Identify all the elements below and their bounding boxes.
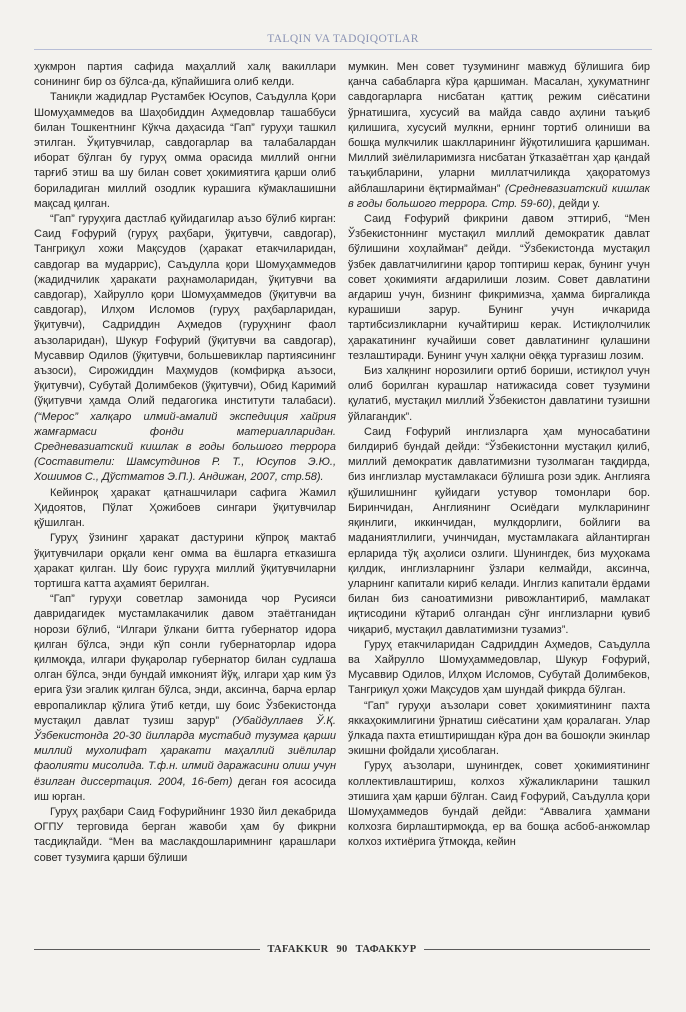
paragraph bbox=[348, 60, 650, 212]
article-body bbox=[34, 60, 650, 940]
paragraph-text: ҳукмрон партия сафида маҳаллий халқ вакиллари сонининг бир оз бўлса-да, кўпайишига олиб келди. bbox=[34, 61, 336, 89]
footer-journal-latin: TAFAKKUR bbox=[267, 943, 329, 955]
paragraph-text: “Гап” гуруҳи аъзолари совет ҳокимиятининг пахта яккаҳокимлигини ўрнатиш сиёсатини ҳам қоралаган. Улар ўлкада пахта етиштиришдан кўра дон ва бошоқли экинлар экишни фойдали ҳисоблаган. bbox=[348, 699, 650, 758]
citation-text: (Средневазиатский кишлак в годы большого террора. Стр. 59-60) bbox=[348, 182, 650, 210]
paragraph-text: Саид Ғофурий инглизларга ҳам муносабатини билдириб бундай дейди: “Ўзбекистонни мустақил қилиб, миллий демократик давлатимизни тузолмаган тақдирда, биз инглизлар мустамлакаси бўлишга рози эдик. Англияга қўшилишнинг қуйидаги устувор томонлари бор. Биринчидан, Англиянинг Осиёдаги мулкларининг яқинлиги, иккинчидан, мулкдорлиги, бойлиги ва маданиятлилиги, учинчидан, мустамлакага айлантирган ерларида тўқ аҳолиси озлиги. Шунингдек, биз муҳокама қилдик, инглизларнинг ўзлари келмайди, аксинча, уларнинг капитали кириб келади. Инглиз капитали ёрдами билан биз саноатимизни ривожлантириб, мамлакат иқтисодини кўтариб олгандан сўнг инглизларни қувиб чиқариб, мустақил давлатимизни тузамиз”. bbox=[348, 425, 650, 636]
footer-journal-cyrillic: ТАФАККУР bbox=[355, 943, 417, 955]
paragraph-text: Гуруҳ ўзининг ҳаракат дастурини кўпроқ мактаб ўқитувчилари орқали кенг омма ва ёшларга етказишга ҳаракат қилган. Шу боис гуруҳга миллий ўқитувчиларни тортишга катта аҳамият берилган. bbox=[34, 532, 336, 590]
paragraph bbox=[34, 90, 336, 212]
paragraph-text: Биз халқнинг норозилиги ортиб бориши, истиқлол учун олиб борилган курашлар натижасида совет тузумини қулатиб, мустақил миллий Ўзбекистон давлатини тузишни ўйлагандик”. bbox=[348, 365, 650, 423]
page-number: 90 bbox=[336, 943, 348, 955]
paragraph bbox=[34, 531, 336, 592]
paragraph-text: Таниқли жадидлар Рустамбек Юсупов, Саъдулла Қори Шомуҳаммедов ва Шаҳобиддин Аҳмедовлар ташаббуси билан Тошкентнинг Кўкча даҳасида “Гап” гуруҳи ташкил этилган. Ўқитувчилар, савдогарлар ва талабалардан иборат бўлган бу гуруҳ омма орасида миллий онгни тарғиб этиш ва шу билан совет ҳокимиятига қарши олиб бориладиган миллий озодлик курашига кўмаклашишни мақсад қилган. bbox=[34, 91, 336, 210]
paragraph-text: мумкин. Мен совет тузумининг мавжуд бўлишига бир қанча сабабларга кўра қаршиман. Масалан, ҳукуматнинг савдогарларга нисбатан қаттиқ режим сиёсатини ўрнатишига, хусусий ва майда савдо аҳлини таъқиб қилишига, хусусий мулкни, ернинг тортиб олиниши ва бошқа мулкчилик шаклларининг йўқотилишига қаршиман. Миллий зиёлиларимизга нисбатан ўтказаётган ҳар қандай таъқибларини, уларни миллатчиликда ҳақоратомуз айблашларини ёқтирмайман” bbox=[348, 61, 650, 195]
paragraph-text: Гуруҳ етакчиларидан Садриддин Аҳмедов, Саъдулла ва Хайрулло Шомуҳаммедовлар, Шукур Ғофурий, Мусаввир Одилов, Илҳом Исломов, Субутай Долимбеков, Тангриқул ҳожи Мақсудов ҳам шундай фикрда бўлган. bbox=[348, 638, 650, 697]
paragraph bbox=[348, 699, 650, 760]
paragraph bbox=[34, 60, 336, 90]
paragraph bbox=[348, 759, 650, 850]
paragraph bbox=[34, 592, 336, 805]
left-column bbox=[34, 60, 336, 940]
header-title: TALQIN VA TADQIQOTLAR bbox=[267, 33, 419, 45]
paragraph bbox=[34, 805, 336, 866]
running-header bbox=[34, 33, 652, 53]
paragraph bbox=[348, 212, 650, 364]
paragraph-text: “Гап” гуруҳи советлар замонида чор Русияси давридагидек мустамлакачилик давом этаётганидан норози бўлиб, “Илгари ўлкани битта губернатор идора қилган бўлса, энди кўп сонли губернаторлар идора қилмоқда, илгари фуқаролар губернатор билан судлаша олган бўлса, энди бундай имконият йўқ, илгари ҳар ким ўз ерига ўзи эгалик қилган бўлса, энди, аксинча, барча ерлар европаликлар қўлига ўтиб кетди, шу боис Ўзбекистонда мустақил давлат тузиш зарур” bbox=[34, 593, 336, 727]
citation-text: (Убайдуллаев Ў.Қ. Ўзбекистонда 20-30 йилларда мустабид тузумга қарши миллий мухолифат ҳаракати маҳаллий зиёлилар фаолияти мисолида. Т.ф.н. илмий даражасини олиш учун ёзилган диссертация. 2004, 16-бет) bbox=[34, 714, 336, 788]
footer-rule-left bbox=[34, 949, 260, 950]
paragraph bbox=[348, 638, 650, 699]
paragraph-text: Гуруҳ аъзолари, шунингдек, совет ҳокимиятининг коллективлаштириш, колхоз хўжаликларини ташкил этишига ҳам қарши бўлган. Саид Ғофурий, Саъдулла қори Шомуҳаммедов бундай дейди: “Аввалига ҳаммани колхозга бирлаштирмоқда, ер ва бошқа асбоб-анжомлар колхоз ихтиёрига ўтмоқда, кейин bbox=[348, 760, 650, 849]
paragraph-text: деган ғоя асосида иш юрган. bbox=[34, 775, 336, 803]
header-rule bbox=[34, 49, 652, 50]
paragraph bbox=[34, 212, 336, 486]
paragraph-text: Гуруҳ раҳбари Саид Ғофурийнинг 1930 йил декабрида ОГПУ терговида берган жавоби ҳам бу фикрни тасдиқлайди. “Мен ва маслакдошларимнинг қарашлари совет тузумига қарши бўлиши bbox=[34, 805, 336, 864]
paragraph bbox=[348, 425, 650, 638]
paragraph-text: , дейди у. bbox=[552, 197, 601, 210]
paragraph bbox=[34, 486, 336, 532]
page-footer bbox=[34, 941, 650, 957]
paragraph-text: Саид Ғофурий фикрини давом эттириб, “Мен Ўзбекистоннинг мустақил миллий демократик давлат бўлишини хоҳлайман” дейди. “Ўзбекистонда мустақил ўзбек давлатчилигини қарор топтириш керак, бунинг учун совет ҳокимияти ағдарилиши лозим. Совет давлатини ағдариш учун, бизнинг фикримизча, ҳамма биргаликда курашиши зарур. Бунинг учун ичкарида тартибсизликларни кучайтириш керак. Истиқлолчилик ҳаракатининг кучайиши совет давлатининг қулашини тезлаштиради. Бунинг учун халқни оёққа турғазиш лозим. bbox=[348, 213, 650, 362]
paragraph-text: “Гап” гуруҳига дастлаб қуйидагилар аъзо бўлиб кирган: Саид Ғофурий (гуруҳ раҳбари, ўқитувчи, савдогар), Тангриқул хожи Мақсудов (ҳаракат етакчиларидан, савдогар ва мударрис), Саъдулла қори Шомуҳаммедов (жадидчилик ҳаракати раҳнамоларидан, ўқитувчи ва савдогар), Хайрулло қори Шомуҳаммедов (ўқитувчи ва савдогар), Илҳом Исломов (гуруҳ раҳбарларидан, ўқитувчи), Садриддин Аҳмедов (гуруҳнинг фаол аъзоларидан), Шукур Ғофурий (ўқитувчи ва савдогар), Мусаввир Одилов (ўқитувчи, большевиклар партиясининг аъзоси), Сирожиддин Маҳмудов (комфирқа аъзоси, ўқитувчи), Субутай Долимбеков (ўқитувчи), Обид Каримий (ўқитувчи ҳамда Олий педагогика институти талабаси). bbox=[34, 213, 336, 408]
paragraph bbox=[348, 364, 650, 425]
right-column bbox=[348, 60, 650, 940]
paragraph-text: Кейинроқ ҳаракат қатнашчилари сафига Жамил Ҳидоятов, Пўлат Ҳожибоев сингари ўқитувчилар қўшилган. bbox=[34, 486, 336, 530]
footer-rule-right bbox=[424, 949, 650, 950]
citation-text: (“Мерос” халқаро илмий-амалий экспедиция хайрия жамғармаси фонди материалларидан. Средневазиатский кишлак в годы большого террора (Составители: Шамсутдинов Р. Т., Юсупов Э.Ю., Хошимов С., Дўстматов Э.П.). Андижан, 2007, стр.58). bbox=[34, 410, 336, 484]
